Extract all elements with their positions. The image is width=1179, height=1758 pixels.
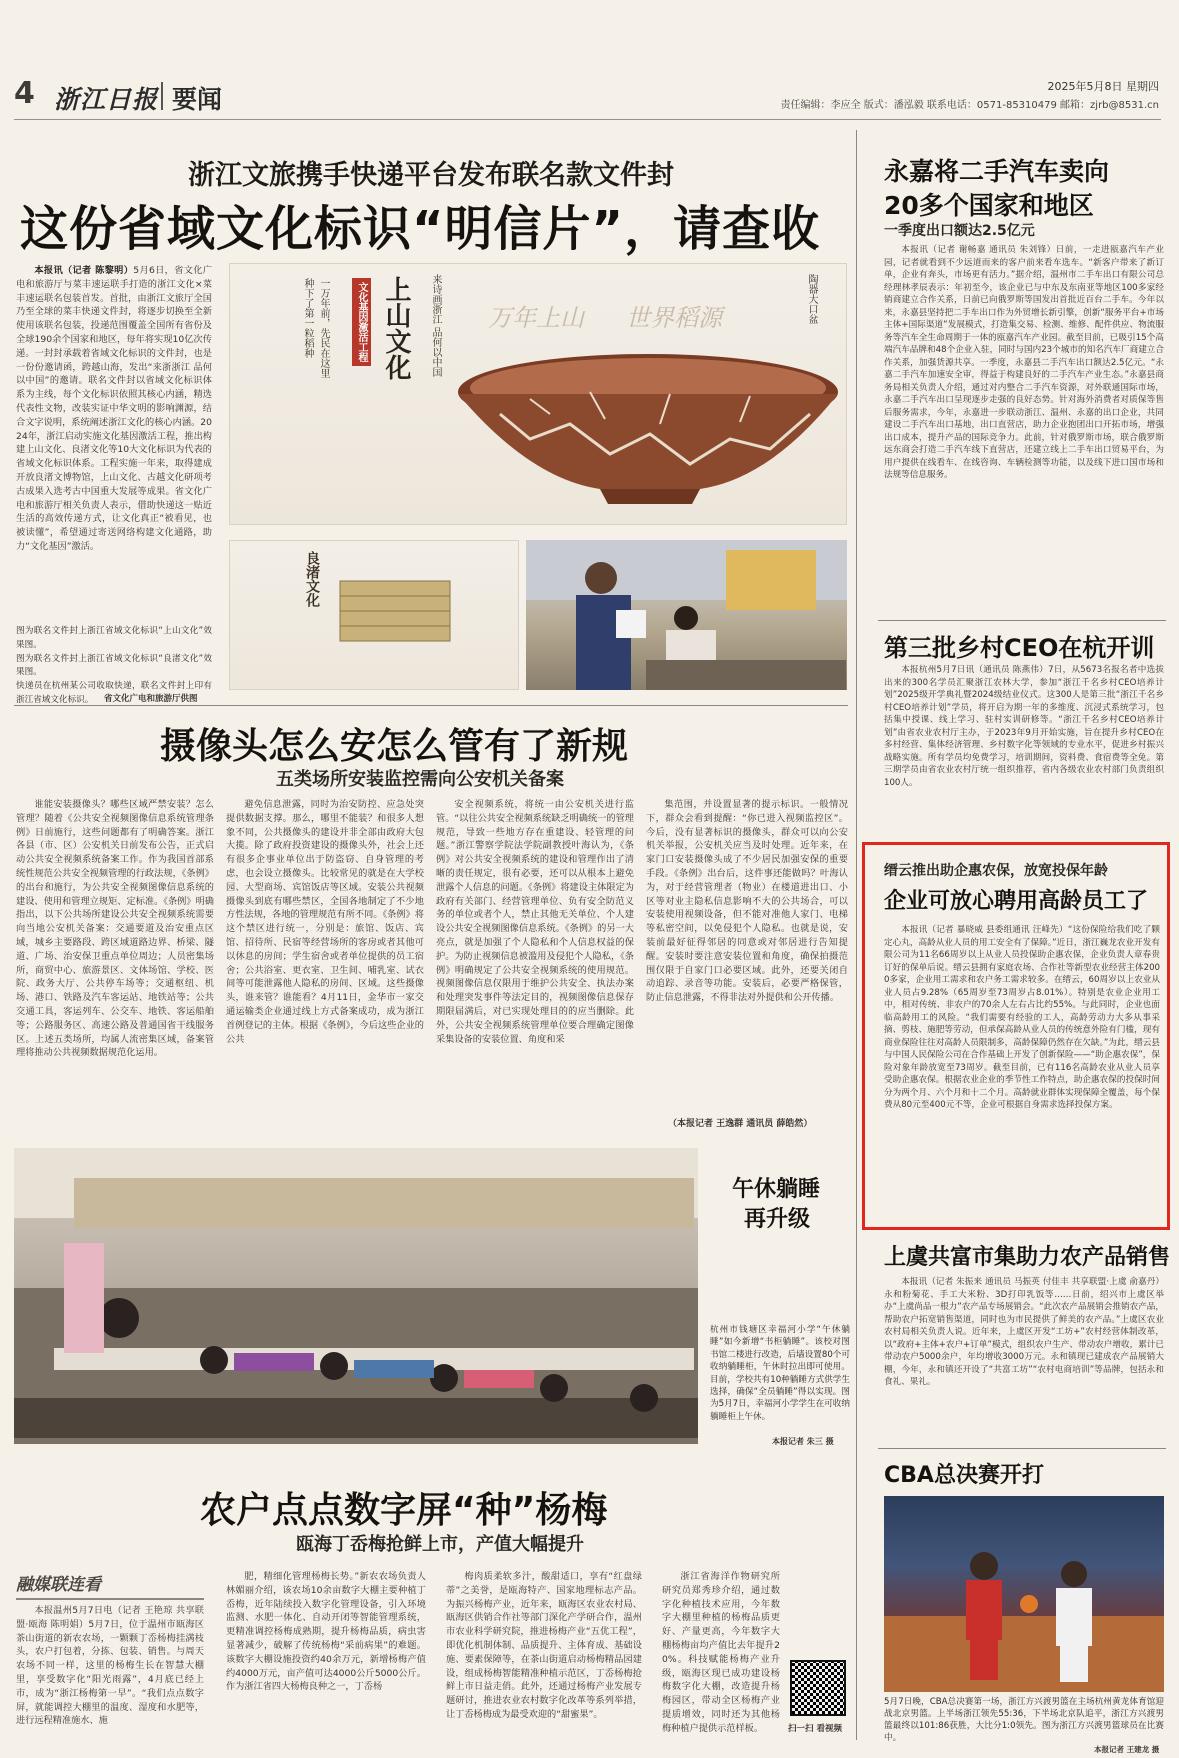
- masthead-divider: [161, 82, 163, 110]
- camera-story-col-4: 集范围，并设置显著的提示标识。一般情况下，群众会看到提醒：“你已进入视频监控区”。今后，没有显著标识的摄像头，群众可以向公安机关举报，公安机关应当及时处理。近年来，在家门口安装摄像头成了不少居民加强安保的重要手段。《条例》出台后，这件事还能做吗？叶海认为，对于经营管理者（物业）在楼道进出口、小区等对业主隐私信息影响不大的公共场合，可以安装使用视频设备，但不能对准他人家门、电梯等私密空间，以免侵犯个人隐私。也就是说，安装前最好征得邻居的同意或对邻居进行告知提醒。安装时要注意安装位置和角度，确保拍摄范围仅限于自家门口必要区域。此外，还要关闭自动追踪、录音等功能。安装后，必要严格保管，防止信息泄露，不得非法对外提供和公开传播。: [646, 799, 848, 1004]
- shangyu-body: 本报讯（记者 朱振来 通讯员 马振英 付佳丰 共享联盟·上虞 俞嘉丹）永和粉菊花、手工大米粉、3D打印乳饭等……日前，绍兴市上虞区举办“上虞尚品一根力”农产品专场展销会。“此次农产品展销会推销农产品，帮助农户拓宽销售渠道，同时也为市民提供了鲜美的农产品。”上虞区农业农村局相关负责人说。近年来，上虞区开发“工坊+”农村经营体制改革，以“政府+主体+农户+订单”模式，组织农户生产、带动农户增收，累计已带动农户5000余户，年均增收3000万元。永和镇现已建成农产品展销大棚，今年，永和镇还开设了“共富工坊”“农村电商培训”等品牌，包括永和食礼、果礼。: [884, 1277, 1164, 1387]
- courier-office-photo: [526, 540, 847, 690]
- shangyu-headline: 上虞共富市集助力农产品销售: [884, 1245, 1171, 1270]
- cba-final-photo: [884, 1496, 1164, 1692]
- lead-photo-credit: 省文化广电和旅游厅供图: [104, 694, 198, 704]
- basketball-players-illustration: [884, 1496, 1164, 1692]
- bayberry-story-headline: 农户点点数字屏“种”杨梅: [200, 1490, 608, 1531]
- envelope-line-2: 一万年前，先民在这里: [318, 278, 329, 378]
- caption-1: 图为联名文件封上浙江省域文化标识“上山文化”效果图。: [16, 626, 212, 650]
- jade-cong-illustration: [230, 541, 520, 691]
- lead-story-body: 本报讯（记者 陈黎明）5月6日，省文化广电和旅游厅与菜丰速运联手打造的浙江文化×菜丰速运联名包装首发。首批，由浙江文旅厅全国乃至全球的菜丰快递文件封，将逐步切换至全新使用该联名包装，投递范围覆盖全国所有省份及全球190余个国家和地区，每年将实现10亿次传递。一封封承载着省域文化标识的文件封，也是一份份邀请函，跨越山海，发出“来浙浙江 品何以中国”的邀请。联名文件封以省域文化标识体系为主线，每个文化标识依照其核心内涵，精选代表性文物，改装实证中华文明的影响渊源，结合文字说明，系统阐述浙江文化的核心内涵。2024年，浙江启动实施文化基因激活工程，推出构建上山文化、良渚文化等10大文化标识为代表的省域文化标识体系。工程实施一年来，取得建成开放良渚文博物馆，上山文化、古越文化研项考古成果入选考古中国重大发展等成果。省文化广电和旅游厅相关负责人表示，借助快递这一贴近生活的高效传递方式，让文化真正“被看见，也被读懂”，希望通过寄送网络构建文化通路，助力“文化基因”激活。: [16, 265, 212, 552]
- newspaper-name: 浙江日报: [54, 85, 159, 114]
- editor-credits: 责任编辑：李应全 版式：潘泓毅 联系电话：0571-85310479 邮箱：zjrb@8531.cn: [780, 100, 1159, 111]
- cba-credit: 本报记者 王建龙 摄: [1094, 1745, 1160, 1754]
- media-sidebar-label: 融媒联连看: [16, 1575, 101, 1595]
- lead-story-kicker: 浙江文旅携手快递平台发布联名款文件封: [188, 160, 674, 191]
- yongjia-body: 本报讯（记者 谢畅嘉 通讯员 朱刘锋）日前，一走进瓯嘉汽车产业园，记者就看到不少远道而来的客户前来看车选车。“新客户带来了新订单，企业有奔头，市场更有活力。”据介绍，温州市二手车出口有限公司总经理林孝辰表示：年初至今，该企业已与中东及东南亚等地区100多家经销商建立合作关系，日前已向俄罗斯等国发出首批近百台二手车。今年以来，永嘉县坚持把二手车出口作为外贸增长新引擎，创新“服务平台+市场主体+国际渠道”发展模式，打造集交易、检测、维修、配件供应、物流服务等汽车全生命周期于一体的瓯嘉汽车产业园。截至目前，已吸引15个高端汽车品牌和48个企业入驻，同时与国内23个城市的知名汽车厂商建立合作关系，加强货源共享。一季度，永嘉县二手汽车出口额达2.5亿元。“永嘉二手汽车加速安全审，得益于构建良好的二手汽车产业生态。”永嘉县商务局相关负责人介绍，通过对内整合二手汽车资源，对外联通国际市场，永嘉二手汽车出口呈现逐步走强的良好态势。针对海外消费者对质保等售后服务需求，今年，永嘉进一步联动浙江、温州、永嘉的出口企业，共同建设二手汽车出口基地，出口直营店，助力企业抱团出口开拓市场，增强出口成本，提升产品的国际竞争力。此前，针对俄罗斯市场，联合俄罗斯远东商会打造二手汽车线下直营店，还建立线上二手车出口贸易平台，为用户提供在线看车、在线咨询、车辆检测等功能，以及线下进口国市场和法规等信息服务。: [884, 245, 1164, 480]
- nap-feature-caption: 杭州市钱塘区幸福河小学“午休躺睡”如今新增“书柜躺睡”。该校对图书馆二楼进行改造，后墙设置80个可收纳躺睡柜，午休时拉出即可使用。目前，学校共有10种躺睡方式供学生选择，确保“全员躺睡”得以实现。图为5月7日，幸福河小学学生在可收纳躺睡柜上午休。: [710, 1325, 850, 1422]
- masthead: [14, 74, 1161, 120]
- bayberry-col-3: 梅肉质柔软多汁，酸甜适口，享有“红盘绿蒂”之美誉，是瓯海特产、国家地理标志产品。为振兴杨梅产业，近年来，瓯海区农业农村局、瓯海区供销合作社等部门深化产学研合作，温州市农业科学研究院，推进杨梅产业“五优工程”，即优化机制体制、品质提升、主体育成、基础设施、要素保障等，在茶山街道启动杨梅精品园建设，组成杨梅智能精准种植示范区，丁岙杨梅抢鲜上市日益走俏。此外，还通过杨梅产业发展专题研讨，推进农业农村数字化改革等系列举措，让丁岙杨梅成为最受欢迎的“甜蜜果”。: [446, 1571, 642, 1720]
- page-number: 4: [14, 76, 35, 111]
- yongjia-headline-1: 永嘉将二手汽车卖向: [884, 157, 1110, 186]
- camera-story-col-1: 谁能安装摄像头？哪些区域严禁安装？怎么管理？随着《公共安全视频图像信息系统管理条例》日前施行，这些问题都有了明确答案。浙江各县（市、区）公安机关日前发布公告，正式启动公共安全视频系统备案工作。作为我国首部系统性规范公共安全视频管理的行政法规，《条例》的出台和施行，为公共安全视频图像信息系统的建设、使用和管理立规矩、定标准。《条例》明确指出，以下公共场所建设公共安全视频系统需要向当地公安机关备案：交通要道及治安重点区域，城乡主要路段、跨区域道路边界、桥梁、隧道、广场、治安保卫重点单位周边；人员密集场所，商贸中心、旅游景区、文体场馆、学校、医院、政务大厅、公共停车场等；交通枢纽、机场、港口、铁路及汽车客运站、地铁站等；公共交通工具，客运列车、公交车、地铁、客运船舶等；公路服务区、高速公路及普通国省干线服务区。上述五类场所，均属人流密集区域，备案管理将推动公共视频数据规范化运用。: [16, 799, 214, 1059]
- yongjia-subhead: 一季度出口额达2.5亿元: [884, 223, 1035, 239]
- cba-caption: 5月7日晚，CBA总决赛第一场，浙江方兴渡男篮在主场杭州黄龙体育馆迎战北京男篮。上半场浙江领先55:36，下半场北京队追平，浙江方兴渡男篮最终以101:86获胜，大比分1:0领先。图为浙江方兴渡男篮球员在比赛中。: [884, 1697, 1164, 1743]
- yongjia-headline-2: 20多个国家和地区: [884, 191, 1094, 220]
- section-name: 要闻: [172, 85, 223, 114]
- liangzhu-culture-title: 良渚文化: [304, 551, 320, 607]
- pottery-bowl-illustration: [230, 264, 848, 526]
- pottery-label: 陶器大口盆: [806, 274, 817, 324]
- camera-story-col-2: 避免信息泄露，同时为治安防控、应急处突提供数据支撑。那么，哪里不能装？和很多人想象不同，公共摄像头的建设并非全部由政府大包大揽。除了政府投资建设的摄像头外，社会上还有很多企事业单位出于防盗窃、自身管理的考虑，也会设立摄像头。比较常见的就是在大学校园、大型商场、宾馆饭店等区域。安装公共视频摄像头到底有哪些禁区，全国各地制定了不少地方性法规，各地的管理规范有所不同。《条例》将这个禁区进行统一，分别是：旅馆、饭店、宾馆、招待所、民宿等经营场所的客房或者其他可以休息的房间；学生宿舍或者单位提供的员工宿舍；公共浴室、更衣室、卫生间、哺乳室、试衣间等可能泄露他人隐私的房间、区域。这些摄像头，谁来管？谁能看？4月11日，金华市一家交通运输类企业通过线上方式备案成功，成为浙江首例登记的主体。根据《条例》，今后这些企业的公共: [226, 799, 424, 1045]
- lead-story-headline: 这份省域文化标识“明信片”，请查收: [20, 201, 821, 257]
- envelope-line-3: 种下了第一粒稻种: [302, 278, 313, 358]
- liangzhu-envelope-image: [229, 540, 519, 690]
- nap-feature-title-2: 再升级: [744, 1207, 811, 1232]
- bayberry-col-2: 肥，精细化管理杨梅长势。”新农农场负责人林媚丽介绍，该农场10余亩数字大棚主要种植丁岙梅，近年陆续投入数字化管理设备，引入环境监测、水肥一体化、自动开闭等智能管理系统，更精准调控杨梅成熟期，提升杨梅品质，病虫害显著减少，破解了传统杨梅“采前病果”的难题。该数字大棚设施投资约40余万元，新增杨梅产值约4000万元，亩产值可达4000公斤5000公斤。作为浙江省四大杨梅良种之一，丁岙杨: [226, 1571, 426, 1693]
- nap-feature-credit: 本报记者 朱三 摄: [772, 1437, 834, 1446]
- caption-2: 图为联名文件封上浙江省域文化标识“良渚文化”效果图。: [16, 653, 212, 678]
- students-napping-illustration: [14, 1148, 698, 1444]
- bayberry-col-4: 浙江省海洋作物研究所研究员郑秀珍介绍，通过数字化种植技术应用，今年数字大棚里种植的杨梅品质更好、产量更高，今年数字大棚杨梅亩均产值比去年提升20%。科技赋能杨梅产业升级，瓯海区现已成功建设杨梅数字化大棚，改造提升杨梅园区，带动全区杨梅产业提质增效，同时还为其他杨梅种植户提供示范样板。: [662, 1571, 780, 1734]
- shangshan-envelope-image: [229, 263, 847, 525]
- featured-headline: 企业可放心聘用高龄员工了: [884, 889, 1149, 914]
- bayberry-story-subhead: 瓯海丁岙梅抢鲜上市，产值大幅提升: [296, 1534, 584, 1555]
- column-divider: [856, 130, 857, 1740]
- courier-figures: [526, 540, 847, 690]
- ceo-body: 本报杭州5月7日讯（通讯员 陈燕伟）7日，从5673名报名者中选拔出来的300名学员汇聚浙江农林大学，参加“浙江千名乡村CEO培养计划”2025级开学典礼暨2024级结业仪式。这300人是第三批“浙江千名乡村CEO培养计划”学员，将开启为期一年的多维度、沉浸式系统学习，包括集中授课、线上学习、驻村实训研修等。“浙江千名乡村CEO培养计划”由省农业农村厅主办，于2023年9月开始实施，旨在提升乡村CEO在多村经营、集体经济管理、乡村数字化等领域的专业水平，促进乡村振兴战略实施。所有学员均免费学习，培训期间，资料费、食宿费等全免。第三期学员由省农业农村厅统一组织推荐，省内各级农业农村部门负责组织100人。: [884, 665, 1164, 788]
- camera-story-col-3: 安全视频系统，将统一由公安机关进行监管。“以往公共安全视频系统缺乏明确统一的管理规范，导致一些地方存在重建设、轻管理的问题。”浙江警察学院法学院副教授叶海认为，《条例》对公共安全视频系统的建设和管理作出了清晰的责任规定，很有必要，还可以从根本上避免泄露个人信息的问题。《条例》将建设主体限定为政府有关部门、经营管理单位、负有安全防范义务的单位或者个人，禁止其他无关单位、个人建设公共安全视频图像信息系统。《条例》的另一大亮点，就是加强了个人隐私和个人信息权益的保护。为防止视频信息被滥用及侵犯个人隐私，《条例》明确规定了公共安全视频系统的使用规范。视频图像信息仅限用于维护公共安全、执法办案和处理突发事件等法定目的，视频图像信息保存期限届满后，对已实现处理目的的应当删除。此外，公共安全视频系统管理单位要合理确定图像采集设备的安装位置、角度和采: [436, 799, 634, 1045]
- featured-body: 本报讯（记者 暴晓威 县委组通讯 汪峰先）“这份保险给我们吃了颗定心丸，高龄从业人员的用工安全有了保障。”近日，浙江巍龙农业开发有限公司为11名66周岁以上从业人员投保助企惠农保，企业负责人章春贵订好的保单后说。缙云县拥有家庭农场、合作社等新型农业经营主体2000多家，企业用工需求和农户务工需求较多。在缙云，60周岁以上农业从业人员占9.28%（65周岁至73周岁占8.01%）。特别是农业企业用工中，相对传统、非农户的70余人左右占比约55%。与此同时，企业也面临高龄用工的风险。“我们需要有经验的工人，高龄劳动力大多从事采摘、剪枝、施肥等劳动，但承保高龄从业人员的传统意外险有门槛，现有商业保险往往对高龄人员限制多，高龄保障仍然存在欠缺。”为此，缙云县与中国人民保险公司在合作基础上开发了创新保险——“助企惠农保”，保险对象年龄放宽至73周岁。截至目前，已有116名高龄农业从业人员享受助企惠农保。根据农业企业的季节性工作特点，助企惠农保的投保时间分为两个月、六个月和十二个月。高龄就业群体实现保障全覆盖，每个保费从80元至400元不等，企业可根据自身需求选择投保方案。: [884, 925, 1160, 1110]
- camera-story-credit: （本报记者 王逸群 通讯员 薛皓然）: [668, 1119, 813, 1129]
- camera-story-subhead: 五类场所安装监控需向公安机关备案: [276, 769, 564, 790]
- camera-story-headline: 摄像头怎么安怎么管有了新规: [160, 726, 629, 767]
- video-qr-code[interactable]: [790, 1660, 846, 1716]
- cba-headline: CBA总决赛开打: [884, 1463, 1044, 1488]
- bayberry-col-1: 本报温州5月7日电（记者 王艳琼 共享联盟·瓯海 陈明娟）5月7日，位于温州市瓯海区茶山街道的新农农场，一颗颗丁岙杨梅挂满枝头，农户打包着，分拣、包装、销售。与周天农场不同一样，这里的杨梅生长在智慧大棚里，享受数字化“阳光雨露”，4月底已经上市，成为“浙江杨梅第一早”。“我们点点数字屏，就能调控大棚里的温度、湿度和水肥等，进行远程精准施水、施: [16, 1605, 204, 1727]
- sidebar-rule: [16, 1598, 204, 1600]
- qr-caption: 扫一扫 看视频: [788, 1724, 842, 1734]
- rule-cba: [878, 1448, 1166, 1449]
- caption-3: 快递员在杭州某公司收取快递，联名文件封上印有浙江省域文化标识。: [16, 681, 212, 705]
- calligraphy-1: 万年上山: [488, 304, 584, 332]
- featured-kicker: 缙云推出助企惠农保，放宽投保年龄: [884, 863, 1108, 879]
- envelope-slogan: 来诗画浙江 品何以中国: [430, 274, 441, 378]
- nap-classroom-photo: [14, 1148, 698, 1444]
- culture-gene-tag: 文化基因激活工程: [352, 278, 371, 366]
- nap-feature-title-1: 午休躺睡: [732, 1177, 821, 1202]
- ceo-headline: 第三批乡村CEO在杭开训: [884, 634, 1155, 662]
- issue-date: 2025年5月8日 星期四: [1047, 80, 1159, 93]
- shangshan-culture-title: 上山文化: [381, 276, 411, 380]
- calligraphy-2: 世界稻源: [626, 304, 722, 332]
- section-rule: [14, 705, 848, 706]
- rule-ceo: [878, 620, 1166, 621]
